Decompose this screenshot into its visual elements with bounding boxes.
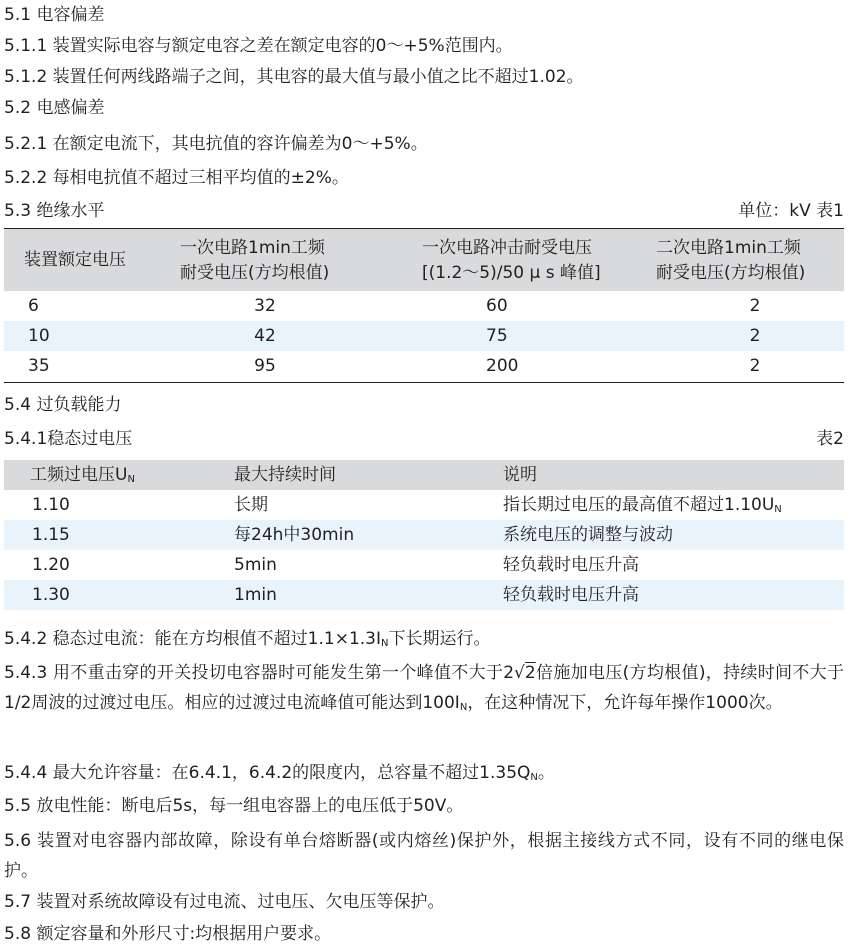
- sqrt-radicand: 2: [524, 663, 536, 683]
- table2-header-col1: [30, 460, 135, 493]
- section-5-3-heading: [4, 196, 844, 226]
- section-5-2-2: 5.2.2 每相电抗值不超过三相平均值的±2%。: [4, 168, 349, 188]
- table2-cell: 每24h中30min: [234, 525, 355, 545]
- table2-cell: 1.10: [32, 495, 70, 515]
- table2-row-band: [4, 580, 844, 610]
- table2-cell: 1.20: [32, 555, 70, 575]
- section-5-4-2-text: 5.4.2 稳态过电流：能在方均根值不超过1.1×1.3I: [4, 629, 381, 649]
- section-5-4-3-sub: N: [459, 702, 468, 713]
- table2-cell: 1.15: [32, 525, 70, 545]
- table1-header-col3-line1: 一次电路冲击耐受电压: [422, 238, 592, 258]
- table1-cell: 75: [486, 326, 508, 346]
- table2-header-col1-sub: N: [127, 474, 135, 485]
- section-5-4-heading: 5.4 过负载能力: [4, 395, 122, 415]
- section-5-4-4-tail: 。: [537, 763, 555, 783]
- table2-caption: 表2: [816, 429, 844, 449]
- section-5-4-4: [4, 758, 844, 788]
- section-5-4-3-tail: ，在这种情况下，允许每年操作1000次。: [467, 693, 783, 713]
- section-5-4-3: [4, 658, 844, 721]
- table2-cell: 长期: [234, 495, 268, 515]
- section-5-1-1: 5.1.1 装置实际电容与额定电容之差在额定电容的0～+5%范围内。: [4, 36, 513, 56]
- table1-unit-caption: 单位：kV 表1: [738, 201, 844, 221]
- table2-cell: [503, 490, 782, 523]
- table1-header-col2-line2: 耐受电压(方均根值): [180, 263, 330, 283]
- section-5-1-heading: 5.1 电容偏差: [4, 5, 105, 25]
- table2-cell: 系统电压的调整与波动: [503, 525, 673, 545]
- section-5-4-2-tail: 下长期运行。: [388, 629, 491, 649]
- table1-cell: 32: [254, 296, 276, 316]
- table1-cell: 200: [486, 356, 519, 376]
- table2-note-sub: N: [774, 504, 782, 515]
- table2-note-text: 指长期过电压的最高值不超过1.10U: [503, 495, 775, 515]
- table2-row-band: [4, 520, 844, 550]
- table1-cell: 2: [749, 356, 761, 376]
- table2-header-col2: 最大持续时间: [234, 465, 336, 485]
- table1-cell: 35: [28, 356, 50, 376]
- table1-header-col1: 装置额定电压: [24, 250, 126, 270]
- table1-header-col2-line1: 一次电路1min工频: [180, 238, 325, 258]
- section-5-2-heading: 5.2 电感偏差: [4, 98, 105, 118]
- section-5-4-1-heading: [4, 424, 844, 454]
- section-5-4-2-sub: N: [381, 638, 389, 649]
- table1-cell: 2: [749, 326, 761, 346]
- table1-bottom-rule: [4, 382, 844, 383]
- table2-header-col1-text: 工频过电压U: [30, 465, 128, 485]
- table1-header-col4-line1: 二次电路1min工频: [656, 238, 801, 258]
- section-5-4-4-text: 5.4.4 最大允许容量：在6.4.1，6.4.2的限度内，总容量不超过1.35Q: [4, 763, 531, 783]
- table1-cell: 42: [254, 326, 276, 346]
- section-5-2-1: 5.2.1 在额定电流下，其电抗值的容许偏差为0～+5%。: [4, 134, 428, 154]
- table2-header-col3: 说明: [503, 465, 537, 485]
- table1-cell: 60: [486, 296, 508, 316]
- section-5-4-4-sub: N: [530, 772, 538, 783]
- section-5-4-1-title: 5.4.1稳态过电压: [4, 429, 133, 449]
- table1-cell: 95: [254, 356, 276, 376]
- table1-cell: 6: [28, 296, 39, 316]
- section-5-4-3-text-2: 倍施加电压(方均根值)，持续时间不大于1/2周波的过渡过电压。相应的过渡过电流峰值可能达到100I: [4, 663, 844, 713]
- section-5-4-3-text: 5.4.3 用不重击穿的开关投切电容器时可能发生第一个峰值不大于2: [4, 663, 515, 683]
- section-5-1-2: 5.1.2 装置任何两线路端子之间，其电容的最大值与最小值之比不超过1.02。: [4, 67, 584, 87]
- table2-cell: 5min: [234, 555, 277, 575]
- section-5-7: 5.7 装置对系统故障设有过电流、过电压、欠电压等保护。: [4, 892, 445, 912]
- table2-cell: 轻负载时电压升高: [503, 555, 639, 575]
- section-5-3-title: 5.3 绝缘水平: [4, 201, 105, 221]
- section-5-4-2: [4, 624, 844, 654]
- table1-cell: 2: [749, 296, 761, 316]
- table1-cell: 10: [28, 326, 50, 346]
- section-5-6: 5.6 装置对电容器内部故障，除设有单台熔断器(或内熔丝)保护外，根据主接线方式不同，设有不同的继电保护。: [4, 831, 844, 881]
- section-5-8: 5.8 额定容量和外形尺寸:均根据用户要求。: [4, 924, 332, 944]
- sqrt-symbol: √2: [514, 663, 536, 683]
- table2-cell: 轻负载时电压升高: [503, 585, 639, 605]
- table1-header-col3-line2: [(1.2～5)/50 μ s 峰值]: [422, 263, 601, 283]
- table2-cell: 1.30: [32, 585, 70, 605]
- section-5-5: 5.5 放电性能：断电后5s，每一组电容器上的电压低于50V。: [4, 796, 464, 816]
- table1-row-band: [4, 321, 844, 351]
- table2-cell: 1min: [234, 585, 277, 605]
- table1-header-col4-line2: 耐受电压(方均根值): [656, 263, 806, 283]
